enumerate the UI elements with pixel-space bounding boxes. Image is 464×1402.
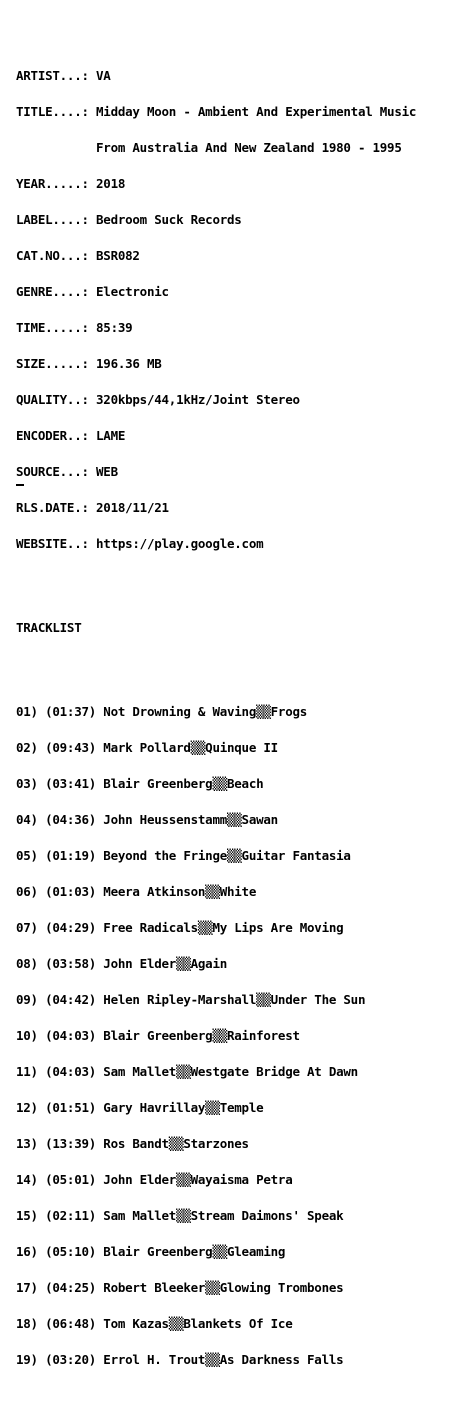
info-line-source: SOURCE...: WEB bbox=[16, 464, 118, 479]
info-line-release-date: RLS.DATE.: 2018/11/21 bbox=[16, 500, 169, 515]
tracklist bbox=[16, 682, 416, 1390]
track-row: 11) (04:03) Sam Mallet▒▒Westgate Bridge At Dawn bbox=[16, 1064, 358, 1079]
info-line-website: WEBSITE..: https://play.google.com bbox=[16, 536, 264, 551]
info-line-title-continued: From Australia And New Zealand 1980 - 1995 bbox=[16, 140, 402, 155]
info-line-title: TITLE....: Midday Moon - Ambient And Experimental Music bbox=[16, 104, 417, 119]
release-info bbox=[16, 46, 416, 574]
track-row: 19) (03:20) Errol H. Trout▒▒As Darkness Falls bbox=[16, 1352, 344, 1367]
info-line-year: YEAR.....: 2018 bbox=[16, 176, 126, 191]
track-row: 10) (04:03) Blair Greenberg▒▒Rainforest bbox=[16, 1028, 300, 1043]
nfo-document bbox=[16, 22, 416, 1402]
info-line-label: LABEL....: Bedroom Suck Records bbox=[16, 212, 242, 227]
track-row: 05) (01:19) Beyond the Fringe▒▒Guitar Fantasia bbox=[16, 848, 351, 863]
info-line-artist: ARTIST...: VA bbox=[16, 68, 111, 83]
track-row: 04) (04:36) John Heussenstamm▒▒Sawan bbox=[16, 812, 278, 827]
track-row: 07) (04:29) Free Radicals▒▒My Lips Are Moving bbox=[16, 920, 344, 935]
track-row: 14) (05:01) John Elder▒▒Wayaisma Petra bbox=[16, 1172, 293, 1187]
info-line-time: TIME.....: 85:39 bbox=[16, 320, 133, 335]
track-row: 15) (02:11) Sam Mallet▒▒Stream Daimons' Speak bbox=[16, 1208, 344, 1223]
track-row: 02) (09:43) Mark Pollard▒▒Quinque II bbox=[16, 740, 278, 755]
info-line-size: SIZE.....: 196.36 MB bbox=[16, 356, 162, 371]
info-line-quality: QUALITY..: 320kbps/44,1kHz/Joint Stereo bbox=[16, 392, 300, 407]
tracklist-heading: TRACKLIST bbox=[16, 620, 82, 635]
track-row: 01) (01:37) Not Drowning & Waving▒▒Frogs bbox=[16, 704, 308, 719]
info-line-encoder: ENCODER..: LAME bbox=[16, 428, 126, 443]
info-line-genre: GENRE....: Electronic bbox=[16, 284, 169, 299]
track-row: 12) (01:51) Gary Havrillay▒▒Temple bbox=[16, 1100, 264, 1115]
track-row: 17) (04:25) Robert Bleeker▒▒Glowing Trombones bbox=[16, 1280, 344, 1295]
text-cursor bbox=[16, 484, 24, 486]
track-row: 13) (13:39) Ros Bandt▒▒Starzones bbox=[16, 1136, 249, 1151]
track-row: 08) (03:58) John Elder▒▒Again bbox=[16, 956, 227, 971]
track-row: 03) (03:41) Blair Greenberg▒▒Beach bbox=[16, 776, 264, 791]
track-row: 16) (05:10) Blair Greenberg▒▒Gleaming bbox=[16, 1244, 286, 1259]
track-row: 06) (01:03) Meera Atkinson▒▒White bbox=[16, 884, 257, 899]
info-line-cat-no: CAT.NO...: BSR082 bbox=[16, 248, 140, 263]
track-row: 18) (06:48) Tom Kazas▒▒Blankets Of Ice bbox=[16, 1316, 293, 1331]
track-row: 09) (04:42) Helen Ripley-Marshall▒▒Under The Sun bbox=[16, 992, 366, 1007]
